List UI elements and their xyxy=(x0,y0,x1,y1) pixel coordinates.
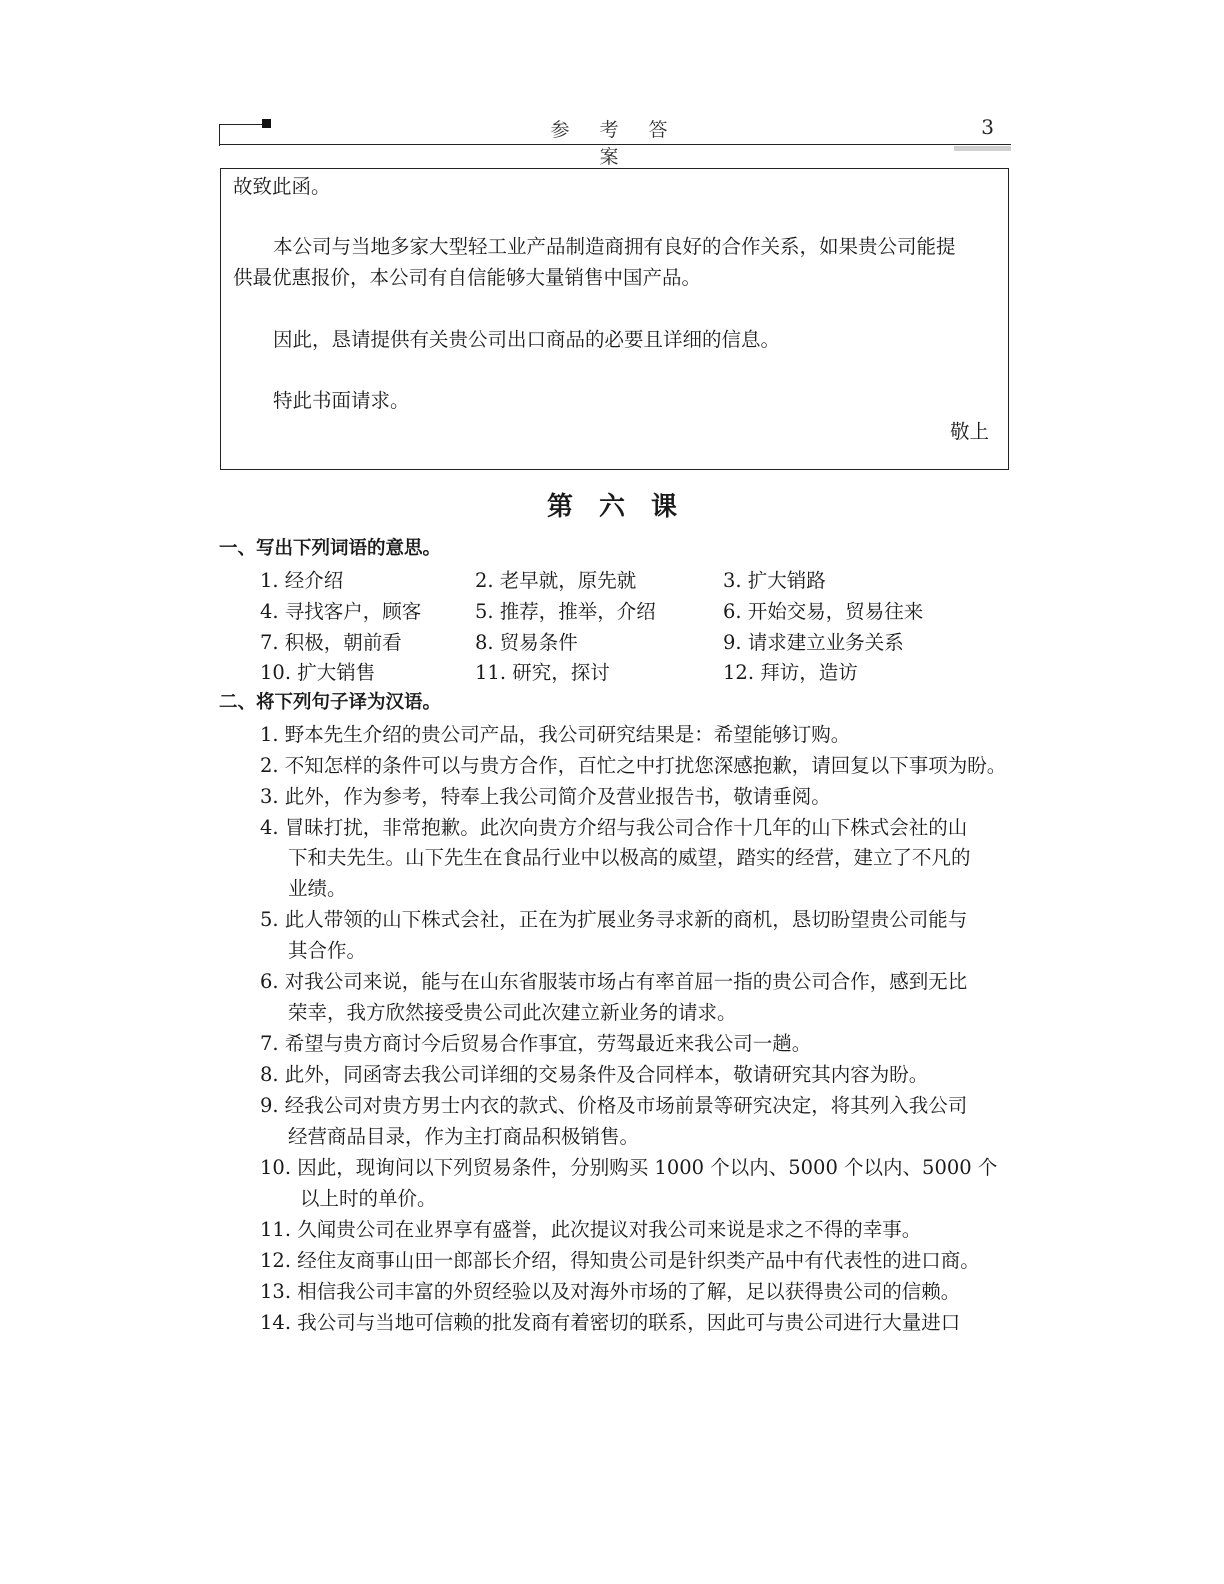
vocab-item: 12. 拜访，造访 xyxy=(723,661,858,684)
sentence-line: 7. 希望与贵方商讨今后贸易合作事宜，劳驾最近来我公司一趟。 xyxy=(260,1032,812,1055)
vocab-item: 7. 积极，朝前看 xyxy=(260,631,402,654)
letter-line: 供最优惠报价，本公司有自信能够大量销售中国产品。 xyxy=(233,266,702,289)
vocab-item: 2. 老早就，原先就 xyxy=(475,569,637,592)
sentence-line: 3. 此外，作为参考，特奉上我公司简介及营业报告书，敬请垂阅。 xyxy=(260,785,831,808)
vocab-item: 5. 推荐，推举，介绍 xyxy=(475,600,656,623)
sentence-line: 14. 我公司与当地可信赖的批发商有着密切的联系，因此可与贵公司进行大量进口 xyxy=(260,1311,961,1334)
section1-title: 一、写出下列词语的意思。 xyxy=(219,538,442,559)
sentence-line: 下和夫先生。山下先生在食品行业中以极高的威望，踏实的经营，建立了不凡的 xyxy=(288,846,971,869)
letter-closing: 敬上 xyxy=(950,420,990,443)
sentence-line: 2. 不知怎样的条件可以与贵方合作，百忙之中打扰您深感抱歉，请回复以下事项为盼。 xyxy=(260,754,1007,777)
sentence-line: 业绩。 xyxy=(288,877,347,900)
vocab-item: 11. 研究，探讨 xyxy=(475,661,610,684)
sentence-line: 13. 相信我公司丰富的外贸经验以及对海外市场的了解，足以获得贵公司的信赖。 xyxy=(260,1280,961,1303)
vocab-item: 3. 扩大销路 xyxy=(723,569,826,592)
sentence-line: 5. 此人带领的山下株式会社，正在为扩展业务寻求新的商机，恳切盼望贵公司能与 xyxy=(260,908,968,931)
sentence-line: 10. 因此，现询问以下列贸易条件，分别购买 1000 个以内、5000 个以内、5000 个 xyxy=(260,1156,998,1179)
lesson-title: 第六课 xyxy=(546,492,703,522)
vocab-item: 6. 开始交易，贸易往来 xyxy=(723,600,924,623)
sentence-line: 荣幸，我方欣然接受贵公司此次建立新业务的请求。 xyxy=(288,1001,737,1024)
vocab-item: 4. 寻找客户，顾客 xyxy=(260,600,422,623)
vocab-item: 10. 扩大销售 xyxy=(260,661,376,684)
header-square-marker xyxy=(262,119,271,128)
vocab-item: 1. 经介绍 xyxy=(260,569,344,592)
vocab-item: 9. 请求建立业务关系 xyxy=(723,631,904,654)
sentence-line: 其合作。 xyxy=(288,939,367,962)
letter-line: 因此，恳请提供有关贵公司出口商品的必要且详细的信息。 xyxy=(273,328,781,351)
letter-box xyxy=(220,168,1009,470)
header-bracket-decoration xyxy=(219,124,265,146)
sentence-line: 9. 经我公司对贵方男士内衣的款式、价格及市场前景等研究决定，将其列入我公司 xyxy=(260,1094,968,1117)
header-grey-bar xyxy=(954,146,1011,151)
sentence-line: 经营商品目录，作为主打商品积极销售。 xyxy=(288,1125,640,1148)
sentence-line: 以上时的单价。 xyxy=(300,1187,437,1210)
vocab-item: 8. 贸易条件 xyxy=(475,631,578,654)
letter-line: 故致此函。 xyxy=(233,175,331,198)
sentence-line: 8. 此外，同函寄去我公司详细的交易条件及合同样本，敬请研究其内容为盼。 xyxy=(260,1063,929,1086)
sentence-line: 6. 对我公司来说，能与在山东省服装市场占有率首屈一指的贵公司合作，感到无比 xyxy=(260,970,968,993)
section2-title: 二、将下列句子译为汉语。 xyxy=(219,692,442,713)
sentence-line: 12. 经住友商事山田一郎部长介绍，得知贵公司是针织类产品中有代表性的进口商。 xyxy=(260,1249,980,1272)
sentence-line: 11. 久闻贵公司在业界享有盛誉，此次提议对我公司来说是求之不得的幸事。 xyxy=(260,1218,922,1241)
sentence-line: 4. 冒昧打扰，非常抱歉。此次向贵方介绍与我公司合作十几年的山下株式会社的山 xyxy=(260,816,968,839)
page-number: 3 xyxy=(981,115,994,139)
letter-line: 本公司与当地多家大型轻工业产品制造商拥有良好的合作关系，如果贵公司能提 xyxy=(273,235,956,258)
sentence-line: 1. 野本先生介绍的贵公司产品，我公司研究结果是：希望能够订购。 xyxy=(260,723,851,746)
letter-line: 特此书面请求。 xyxy=(273,389,410,412)
running-header-title: 参 考 答 案 xyxy=(550,119,680,168)
